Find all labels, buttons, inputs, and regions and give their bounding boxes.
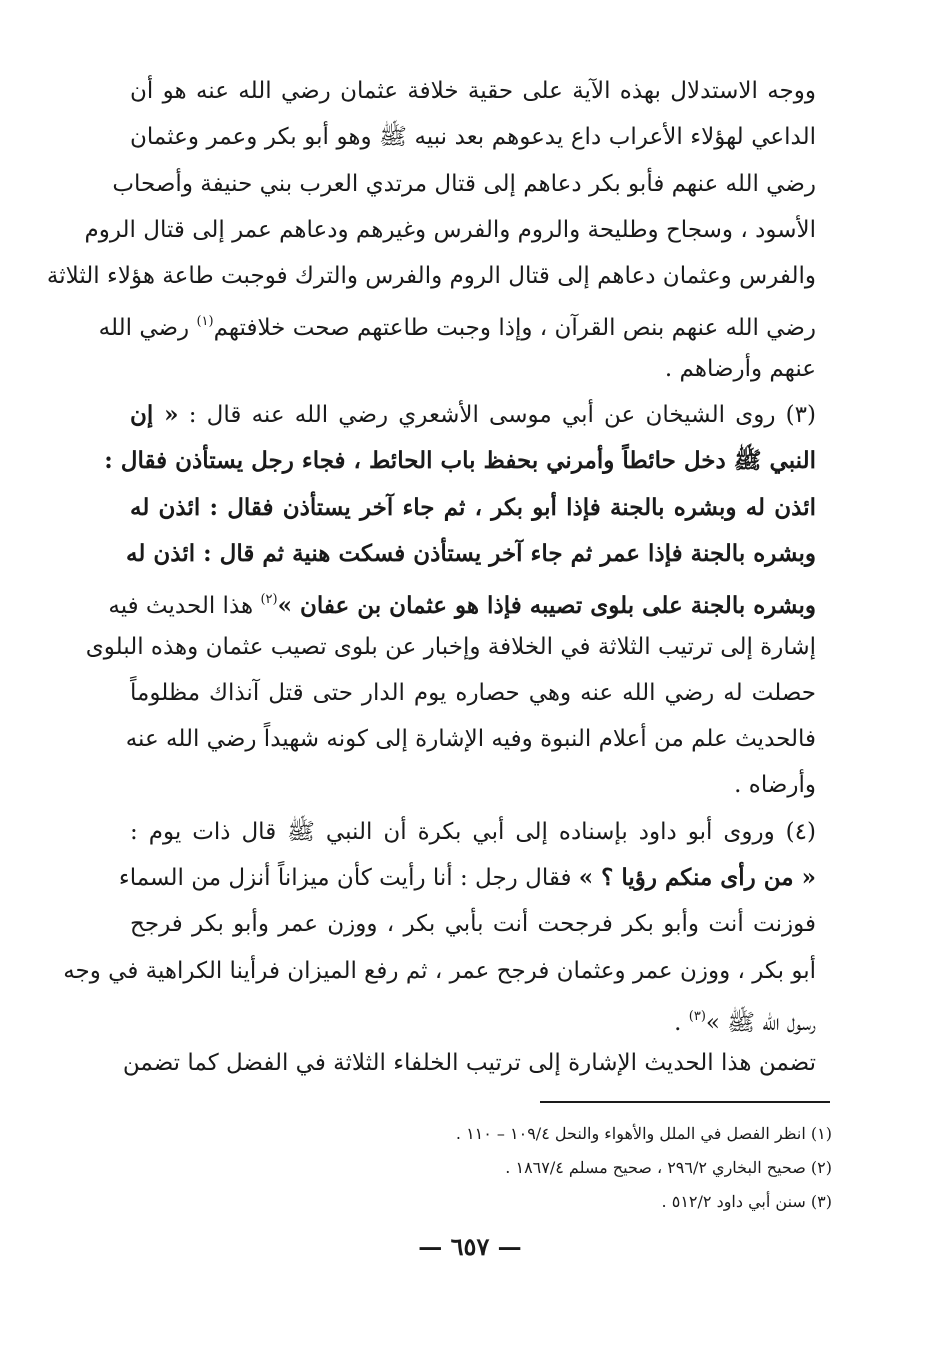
text-line: ووجه الاستدلال بهذه الآية على حقية خلافة عثمان رضي الله عنه هو أن xyxy=(130,78,816,104)
main-text xyxy=(46,68,816,1087)
hadith-quote: وبشره بالجنة على بلوى تصيبه فإذا هو عثمان بن عفان » xyxy=(277,592,816,620)
text-line xyxy=(130,392,816,438)
footnotes xyxy=(380,1117,832,1219)
footnote xyxy=(380,1117,832,1151)
footnote-text: انظر الفصل في الملل والأهواء والنحل ١٠٩/٤ – ١١٠ . xyxy=(455,1124,811,1143)
text-line xyxy=(130,994,816,1040)
footnote-text: صحيح البخاري ٢٩٦/٢ ، صحيح مسلم ١٨٦٧/٤ . xyxy=(505,1158,811,1177)
text-segment: (٣) روى الشيخان عن أبي موسى الأشعري رضي الله عنه قال : xyxy=(178,402,816,429)
footnote xyxy=(380,1151,832,1185)
paragraph-4 xyxy=(122,1040,816,1086)
hadith-quote: « إن xyxy=(130,401,179,429)
footnote-text: سنن أبي داود ٥١٢/٢ . xyxy=(661,1192,811,1211)
text-line: تضمن هذا الحديث الإشارة إلى ترتيب الخلفاء الثلاثة في الفضل كما تضمن xyxy=(122,1050,816,1077)
text-line: رضي الله عنهم فأبو بكر دعاهم إلى قتال مرتدي العرب بني حنيفة وأصحاب xyxy=(112,170,816,197)
text-line xyxy=(108,577,816,623)
text-segment: . xyxy=(674,1009,689,1036)
text-line xyxy=(118,855,816,901)
text-line: أبو بكر ، ووزن عمر وعثمان فرجح عمر ، ثم رفع الميزان فرأينا الكراهية في وجه xyxy=(63,957,816,984)
text-line: فالحديث علم من أعلام النبوة وفيه الإشارة إلى كونه شهيداً رضي الله عنه xyxy=(125,726,816,753)
hadith-quote-line: النبي ﷺ دخل حائطاً وأمرني بحفظ باب الحائط ، فجاء رجل يستأذن فقال : xyxy=(104,447,816,475)
text-line xyxy=(98,299,816,345)
hadith-quote-line: ائذن له وبشره بالجنة فإذا أبو بكر ، ثم جاء آخر يستأذن فقال : ائذن له xyxy=(130,493,816,521)
text-line: عنهم وأرضاهم . xyxy=(664,355,816,382)
text-line: الأسود ، وسجاح وطليحة والروم والفرس وغيرهم ودعاهم عمر إلى قتال الروم xyxy=(84,216,816,243)
footnote-number: (٢) xyxy=(810,1158,832,1177)
text-segment: رضي الله xyxy=(98,315,197,342)
hadith-quote-line: وبشره بالجنة فإذا عمر ثم جاء آخر يستأذن فسكت هنية ثم قال : ائذن له xyxy=(126,539,816,567)
text-segment: فقال رجل : أنا رأيت كأن ميزاناً أنزل من السماء xyxy=(118,865,579,892)
footnote-ref: (٣) xyxy=(688,1008,706,1024)
paragraph-2 xyxy=(85,392,816,809)
footnote-ref: (٢) xyxy=(260,592,278,608)
footnote-ref: (١) xyxy=(196,314,214,330)
text-line: (٤) وروى أبو داود بإسناده إلى أبي بكرة أن النبي ﷺ قال ذات يوم : xyxy=(130,818,816,845)
paragraph-3 xyxy=(63,809,816,1040)
text-line: إشارة إلى ترتيب الثلاثة في الخلافة وإخبار عن بلوى تصيب عثمان وهذه البلوى xyxy=(85,633,816,660)
footnote xyxy=(380,1185,832,1219)
footnote-separator xyxy=(540,1101,830,1103)
text-segment: رسول الله ﷺ » xyxy=(705,1009,816,1036)
text-segment: رضي الله عنهم بنص القرآن ، وإذا وجبت طاعتهم صحت خلافتهم xyxy=(213,315,816,342)
text-line: الداعي لهؤلاء الأعراب داع يدعوهم بعد نبيه ﷺ وهو أبو بكر وعمر وعثمان xyxy=(130,124,816,151)
footnote-number: (٣) xyxy=(810,1192,832,1211)
text-segment: هذا الحديث فيه xyxy=(108,593,261,620)
page-number: — ٦٥٧ — xyxy=(418,1232,522,1261)
text-line: والفرس وعثمان دعاهم إلى قتال الروم والفرس والترك فوجبت طاعة هؤلاء الثلاثة xyxy=(46,263,816,290)
paragraph-1 xyxy=(46,68,816,392)
hadith-quote: « من رأى منكم رؤيا ؟ » xyxy=(578,864,816,892)
text-line: حصلت له رضي الله عنه وهي حصاره يوم الدار حتى قتل آنذاك مظلوماً xyxy=(130,679,816,706)
text-line: وأرضاه . xyxy=(734,772,816,799)
text-line: فوزنت أنت وأبو بكر فرجحت أنت بأبي بكر ، ووزن عمر وأبو بكر فرجح xyxy=(130,911,816,938)
footnote-number: (١) xyxy=(810,1124,832,1143)
